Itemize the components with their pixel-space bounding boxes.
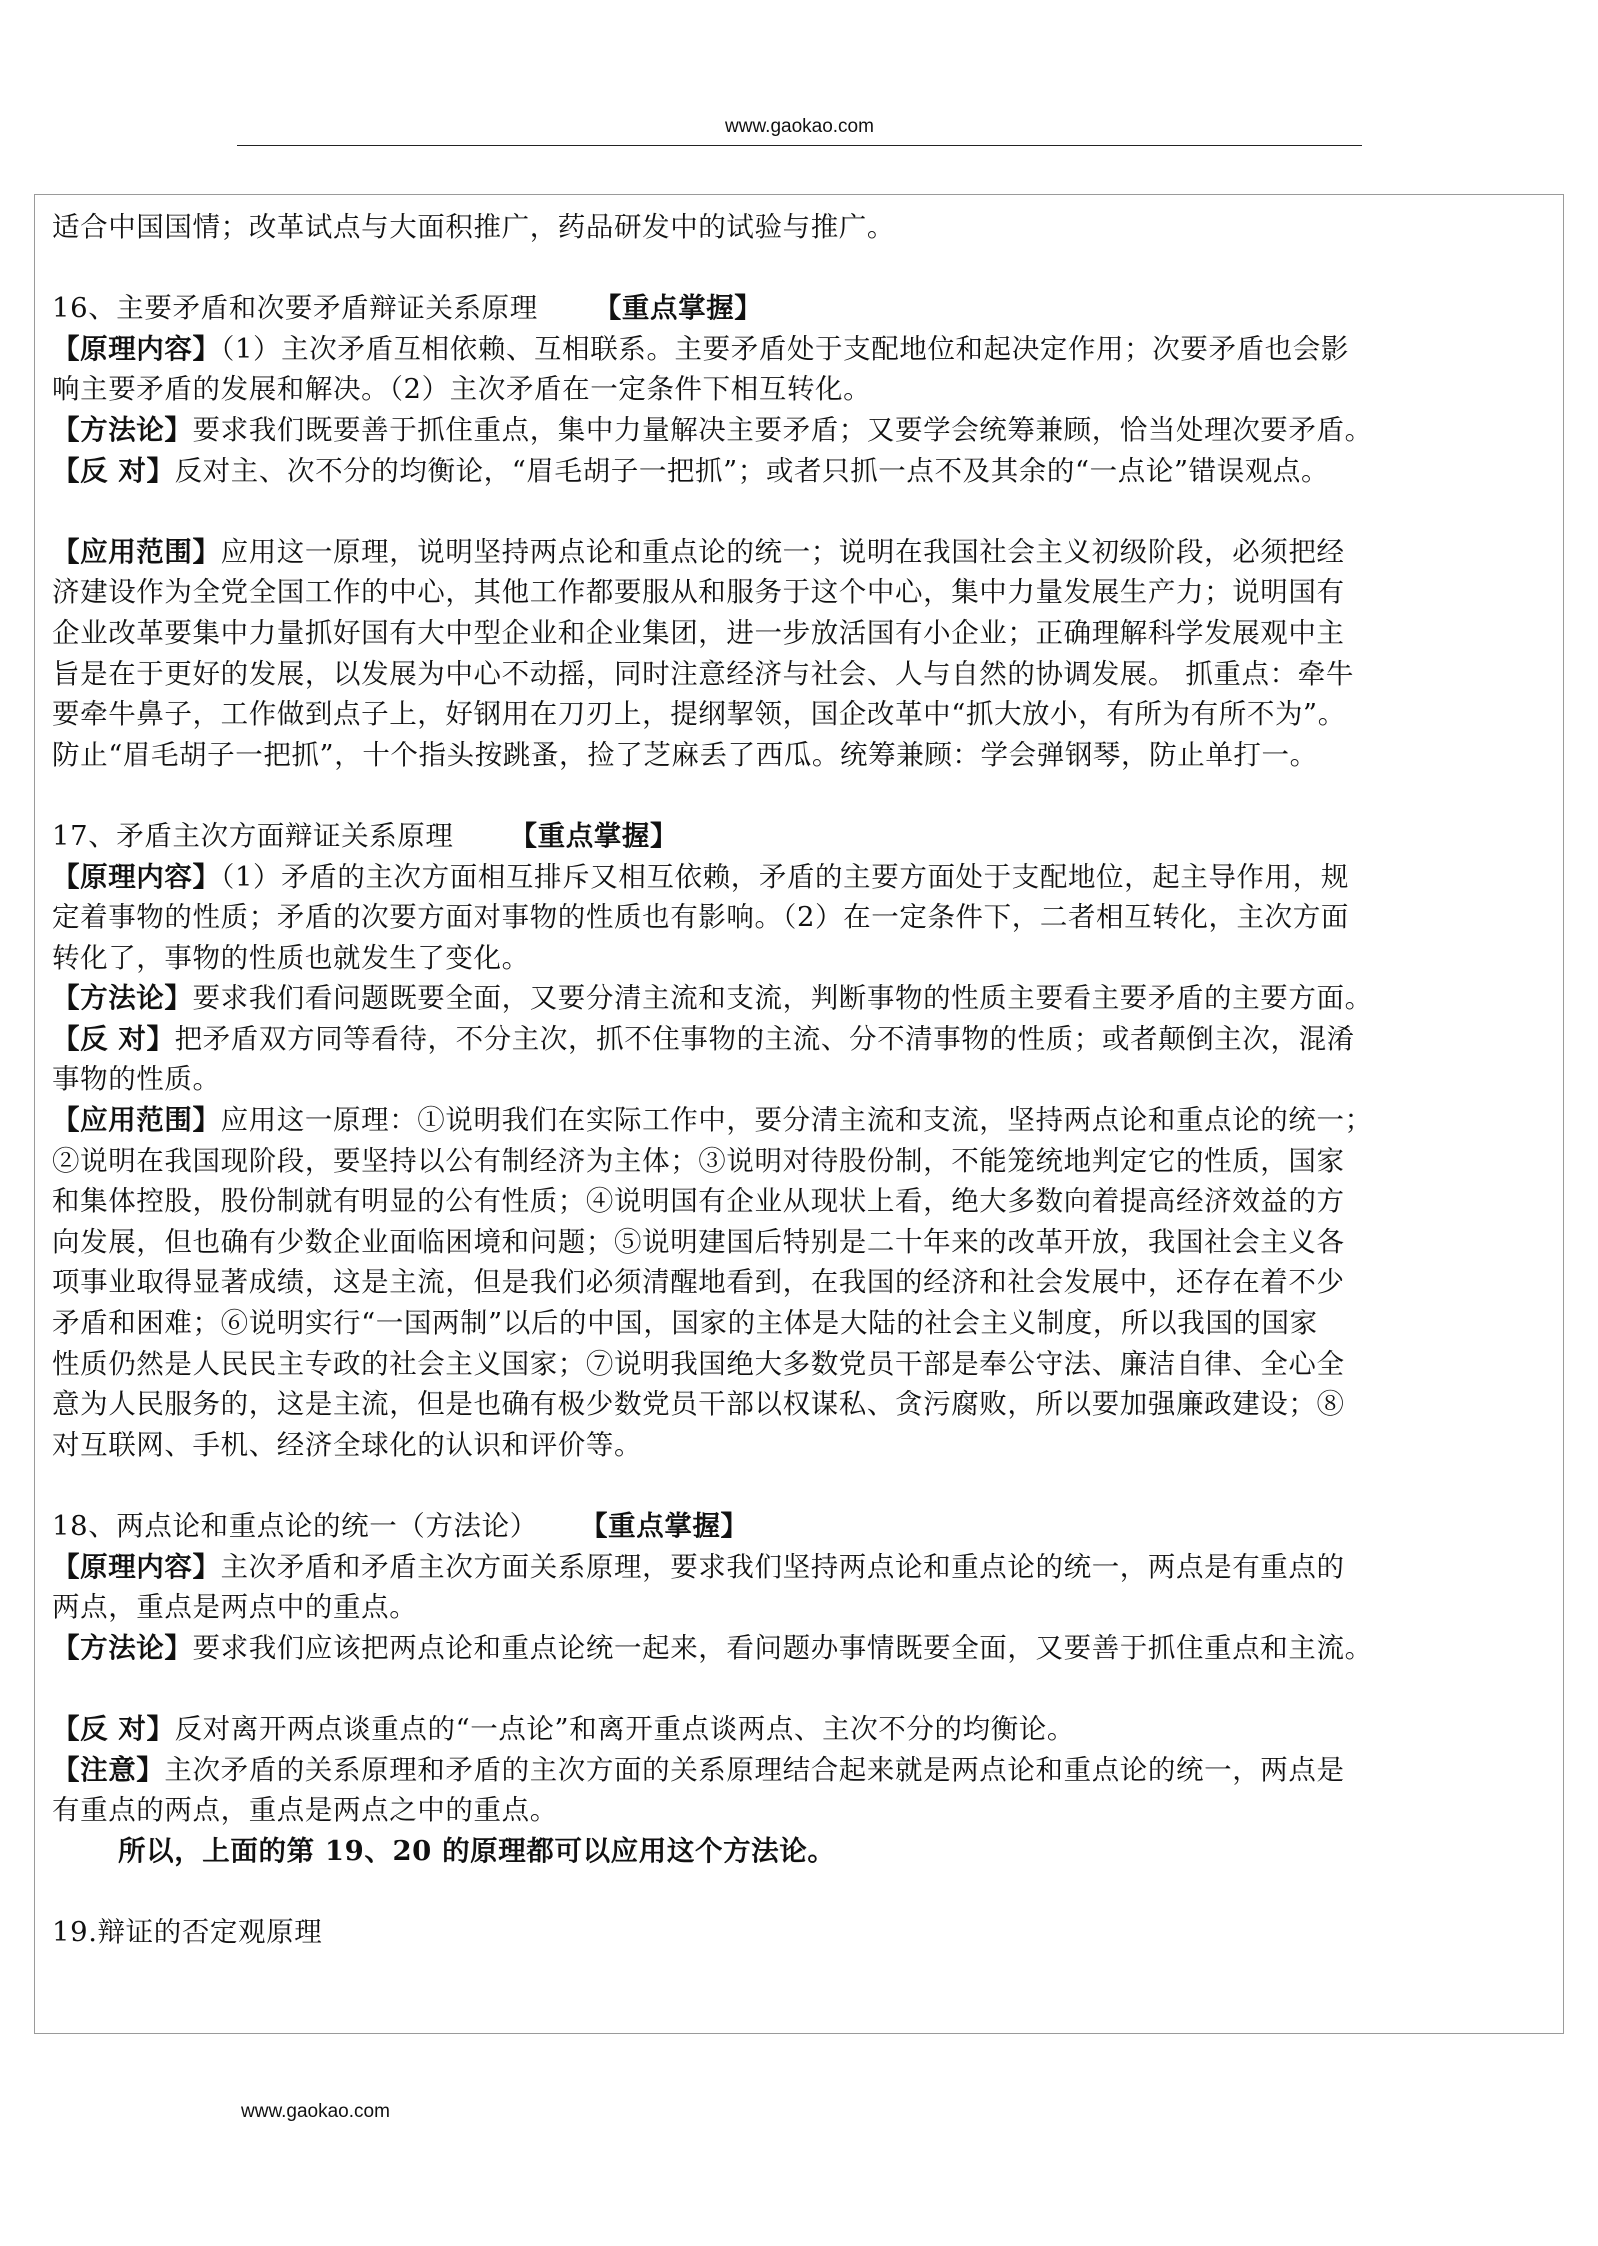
section-19-heading: 19.辩证的否定观原理 [52,1915,323,1948]
tag-label: 【应用范围】 [52,1104,221,1137]
text-line: 项事业取得显著成绩，这是主流，但是我们必须清醒地看到，在我国的经济和社会发展中，还存在着不少 [52,1266,1345,1299]
tag-label: 【反 对】 [52,1712,175,1745]
text-line: 对互联网、手机、经济全球化的认识和评价等。 [52,1428,643,1461]
text-line: 企业改革要集中力量抓好国有大中型企业和企业集团，进一步放活国有小企业；正确理解科学发展观中主 [52,616,1345,649]
text-line: 要牵牛鼻子，工作做到点子上，好钢用在刀刃上，提纲挈领，国企改革中“抓大放小，有所为有所不为”。 [52,698,1346,731]
oppose: 【反 对】反对主、次不分的均衡论，“眉毛胡子一把抓”；或者只抓一点不及其余的“一点论”错误观点。 [52,454,1330,487]
text-line: 和集体控股，股份制就有明显的公有性质；④说明国有企业从现状上看，绝大多数向着提高经济效益的方 [52,1185,1345,1218]
header-rule [237,145,1362,146]
tag-label: 【方法论】 [52,413,193,446]
text-line: 意为人民服务的，这是主流，但是也确有极少数党员干部以权谋私、贪污腐败，所以要加强廉政建设；⑧ [52,1388,1345,1421]
text-line: 有重点的两点，重点是两点之中的重点。 [52,1794,558,1827]
section-16-heading [52,288,1552,329]
text-line: 防止“眉毛胡子一把抓”，十个指头按跳蚤，捡了芝麻丢了西瓜。统筹兼顾：学会弹钢琴，防止单打一。 [52,738,1318,771]
key-badge: 【重点掌握】 [509,819,679,852]
principle-content: 【原理内容】主次矛盾和矛盾主次方面关系原理，要求我们坚持两点论和重点论的统一，两点是有重点的 [52,1550,1345,1583]
oppose: 【反 对】把矛盾双方同等看待，不分主次，抓不住事物的主流、分不清事物的性质；或者颠倒主次，混淆 [52,1022,1355,1055]
section-17-heading [52,816,1552,857]
tag-label: 【原理内容】 [52,860,221,893]
text-line: ②说明在我国现阶段，要坚持以公有制经济为主体；③说明对待股份制，不能笼统地判定它的性质，国家 [52,1144,1345,1177]
tag-label: 【方法论】 [52,1631,193,1664]
text-line: 转化了，事物的性质也就发生了变化。 [52,941,530,974]
principle-content: 【原理内容】（1）主次矛盾互相依赖、互相联系。主要矛盾处于支配地位和起决定作用；次要矛盾也会影 [52,332,1349,365]
application-scope: 【应用范围】应用这一原理，说明坚持两点论和重点论的统一；说明在我国社会主义初级阶段，必须把经 [52,535,1345,568]
tag-label: 【应用范围】 [52,535,221,568]
intro-line: 适合中国国情；改革试点与大面积推广，药品研发中的试验与推广。 [52,211,895,243]
application-scope: 【应用范围】应用这一原理：①说明我们在实际工作中，要分清主流和支流，坚持两点论和重点论的统一； [52,1104,1373,1137]
principle-content: 【原理内容】（1）矛盾的主次方面相互排斥又相互依赖，矛盾的主要方面处于支配地位，起主导作用，规 [52,860,1349,893]
header-site: www.gaokao.com [725,116,874,137]
text-line: 济建设作为全党全国工作的中心，其他工作都要服从和服务于这个中心，集中力量发展生产力；说明国有 [52,576,1345,609]
key-badge: 【重点掌握】 [593,1510,749,1542]
text-line: 矛盾和困难；⑥说明实行“一国两制”以后的中国，国家的主体是大陆的社会主义制度，所以我国的国家 [52,1307,1318,1340]
methodology: 【方法论】要求我们既要善于抓住重点，集中力量解决主要矛盾；又要学会统筹兼顾，恰当处理次要矛盾。 [52,413,1373,446]
tag-label: 【反 对】 [52,1022,175,1055]
text-line: 定着事物的性质；矛盾的次要方面对事物的性质也有影响。（2）在一定条件下，二者相互转化，主次方面 [52,901,1349,934]
section-title: 18、两点论和重点论的统一（方法论） [52,1510,538,1542]
tag-label: 【注意】 [52,1753,165,1786]
bold-note: 所以，上面的第 19、20 的原理都可以应用这个方法论。 [118,1834,836,1867]
oppose: 【反 对】反对离开两点谈重点的“一点论”和离开重点谈两点、主次不分的均衡论。 [52,1712,1075,1745]
text-line: 响主要矛盾的发展和解决。（2）主次矛盾在一定条件下相互转化。 [52,373,872,406]
section-title: 17、矛盾主次方面辩证关系原理 [52,819,454,852]
text-line: 事物的性质。 [52,1063,221,1096]
footer-site: www.gaokao.com [241,2101,390,2122]
section-title: 16、主要矛盾和次要矛盾辩证关系原理 [52,292,538,325]
section-18-heading [52,1506,1552,1547]
attention: 【注意】主次矛盾的关系原理和矛盾的主次方面的关系原理结合起来就是两点论和重点论的统一，两点是 [52,1753,1345,1786]
tag-label: 【反 对】 [52,454,175,487]
text-line: 两点，重点是两点中的重点。 [52,1591,418,1624]
methodology: 【方法论】要求我们应该把两点论和重点论统一起来，看问题办事情既要全面，又要善于抓住重点和主流。 [52,1631,1373,1664]
tag-label: 【原理内容】 [52,1550,221,1583]
text-line: 向发展，但也确有少数企业面临困境和问题；⑤说明建国后特别是二十年来的改革开放，我国社会主义各 [52,1225,1345,1258]
key-badge: 【重点掌握】 [593,292,763,325]
text-line: 性质仍然是人民民主专政的社会主义国家；⑦说明我国绝大多数党员干部是奉公守法、廉洁自律、全心全 [52,1347,1345,1380]
tag-label: 【原理内容】 [52,332,221,365]
methodology: 【方法论】要求我们看问题既要全面，又要分清主流和支流，判断事物的性质主要看主要矛盾的主要方面。 [52,982,1373,1015]
text-line: 旨是在于更好的发展，以发展为中心不动摇，同时注意经济与社会、人与自然的协调发展。 抓重点：牵牛 [52,657,1354,690]
document-body [52,207,1552,1953]
tag-label: 【方法论】 [52,982,193,1015]
